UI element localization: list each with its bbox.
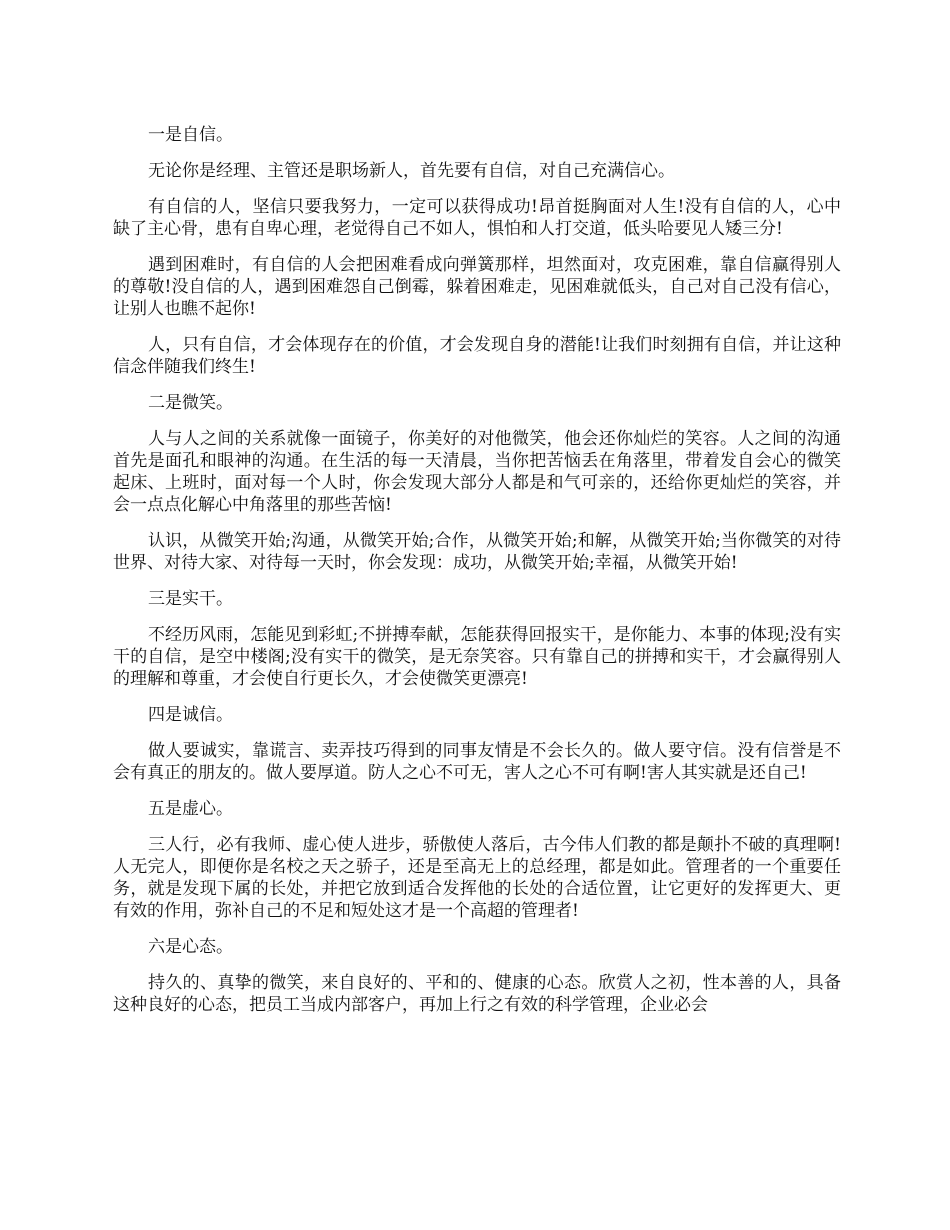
paragraph: 人，只有自信，才会体现存在的价值，才会发现自身的潜能!让我们时刻拥有自信，并让这种信念伴随我们终生! — [113, 335, 841, 377]
heading-integrity: 四是诚信。 — [148, 705, 233, 725]
paragraph: 有自信的人，坚信只要我努力，一定可以获得成功!昂首挺胸面对人生!没有自信的人，心中缺了主心骨，患有自卑心理，老觉得自己不如人，惧怕和人打交道，低头哈要见人矮三分! — [113, 197, 841, 239]
heading-humility: 五是虚心。 — [148, 799, 233, 819]
heading-mindset: 六是心态。 — [148, 937, 233, 957]
paragraph: 无论你是经理、主管还是职场新人，首先要有自信，对自己充满信心。 — [148, 161, 675, 181]
paragraph: 人与人之间的关系就像一面镜子，你美好的对他微笑，他会还你灿烂的笑容。人之间的沟通首先是面孔和眼神的沟通。在生活的每一天清晨，当你把苦恼丢在角落里，带着发自会心的微笑起床、上班时，面对每一个人时，你会发现大部分人都是和气可亲的，还给你更灿烂的笑容，并会一点点化解心中角落里的那些苦恼! — [113, 429, 841, 515]
paragraph: 持久的、真挚的微笑，来自良好的、平和的、健康的心态。欣赏人之初，性本善的人，具备这种良好的心态，把员工当成内部客户，再加上行之有效的科学管理，企业必会 — [113, 973, 841, 1015]
heading-smile: 二是微笑。 — [148, 393, 233, 413]
document-body — [113, 124, 841, 1030]
heading-hard-work: 三是实干。 — [148, 589, 233, 609]
paragraph: 不经历风雨，怎能见到彩虹;不拼搏奉献，怎能获得回报实干，是你能力、本事的体现;没有实干的自信，是空中楼阁;没有实干的微笑，是无奈笑容。只有靠自己的拼搏和实干，才会赢得别人的理解和尊重，才会使自行更长久，才会使微笑更漂亮! — [113, 625, 841, 689]
paragraph: 认识，从微笑开始;沟通，从微笑开始;合作，从微笑开始;和解，从微笑开始;当你微笑的对待世界、对待大家、对待每一天时，你会发现：成功，从微笑开始;幸福，从微笑开始! — [113, 531, 841, 573]
paragraph: 遇到困难时，有自信的人会把困难看成向弹簧那样，坦然面对，攻克困难，靠自信赢得别人的尊敬!没自信的人，遇到困难怨自己倒霉，躲着困难走，见困难就低头，自己对自己没有信心，让别人也瞧不起你! — [113, 255, 841, 319]
heading-confidence: 一是自信。 — [148, 125, 233, 145]
paragraph: 三人行，必有我师、虚心使人进步，骄傲使人落后，古今伟人们教的都是颠扑不破的真理啊!人无完人，即便你是名校之天之骄子，还是至高无上的总经理，都是如此。管理者的一个重要任务，就是发现下属的长处，并把它放到适合发挥他的长处的合适位置，让它更好的发挥更大、更有效的作用，弥补自己的不足和短处这才是一个高超的管理者! — [113, 835, 841, 921]
paragraph: 做人要诚实，靠谎言、卖弄技巧得到的同事友情是不会长久的。做人要守信。没有信誉是不会有真正的朋友的。做人要厚道。防人之心不可无，害人之心不可有啊!害人其实就是还自己! — [113, 741, 841, 783]
